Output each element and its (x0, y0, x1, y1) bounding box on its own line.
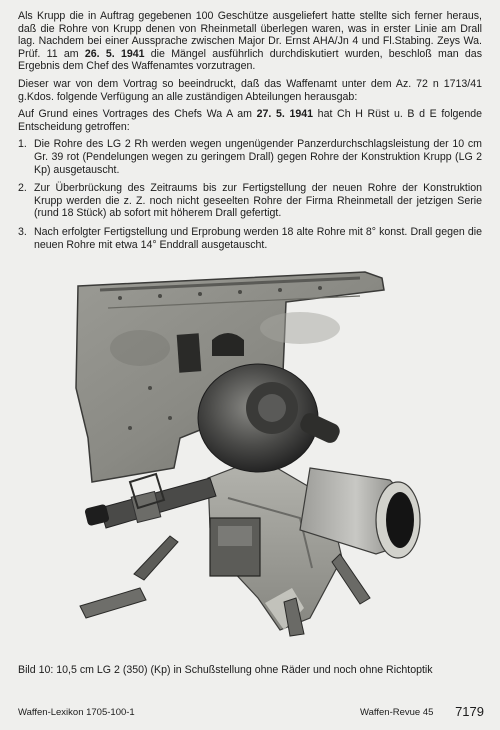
footer-middle: Waffen-Revue 45 (360, 707, 434, 718)
date-1: 26. 5. 1941 (84, 47, 145, 60)
date-2: 27. 5. 1941 (256, 108, 314, 121)
decision-list (18, 138, 482, 251)
body-text (18, 10, 482, 257)
gun-photo (60, 268, 450, 638)
list-item: 3. Nach erfolgter Fertigstellung und Erprobung werden 18 alte Rohre mit 8° konst. Drall gegen die neuen Rohre mit etwa 14° Enddrall ausgetauscht. (18, 225, 482, 251)
list-item: 2. Zur Überbrückung des Zeitraums bis zur Fertigstellung der neuen Rohre der Konstruktion Krupp werden die z. Z. noch nicht geseelten Rohre der Firma Rheinmetall der jetzigen Serie (rund 18 Stück) ab sofort mit höherem Drall gefertigt. (18, 182, 482, 220)
footer-left: Waffen-Lexikon 1705-100-1 (18, 707, 135, 718)
paragraph-1: Als Krupp die in Auftrag gegebenen 100 Geschütze ausgeliefert hatte stellte sich ferner heraus, daß die Rohre von Krupp denen von Rheinmetall überlegen waren, was in erster Linie am Drall lag. Nachdem bei einer Aussprache zwischen Major Dr. Ernst AHA/Jn 4 und Fl.Stabing. Zeys Wa. Prüf. 11 am 26. 5. 1941 die Mängel ausführlich durchdiskutiert wurden, beschloß man das Ergebnis dem Chef des Waffenamtes vorzutragen. (18, 10, 482, 73)
figure-caption: Bild 10: 10,5 cm LG 2 (350) (Kp) in Schußstellung ohne Räder und noch ohne Richtoptik (18, 664, 433, 676)
page-number: 7179 (455, 704, 484, 719)
paragraph-3: Auf Grund eines Vortrages des Chefs Wa A am 27. 5. 1941 hat Ch H Rüst u. B d E folgende Entscheidung getroffen: (18, 108, 483, 133)
page-footer (18, 705, 484, 721)
paragraph-2: Dieser war von dem Vortrag so beeindruckt, daß das Waffenamt unter dem Az. 72 n 1713/41 g.Kdos. folgende Verfügung an alle zuständigen Abteilungen herausgab: (18, 77, 482, 103)
list-item: 1. Die Rohre des LG 2 Rh werden wegen ungenügender Panzerdurchschlagsleistung der 10 cm Gr. 39 rot (Pendelungen wegen zu geringem Drall) gegen Rohre der Konstruktion Krupp (LG 2 Kp) ausgetauscht. (18, 138, 482, 176)
